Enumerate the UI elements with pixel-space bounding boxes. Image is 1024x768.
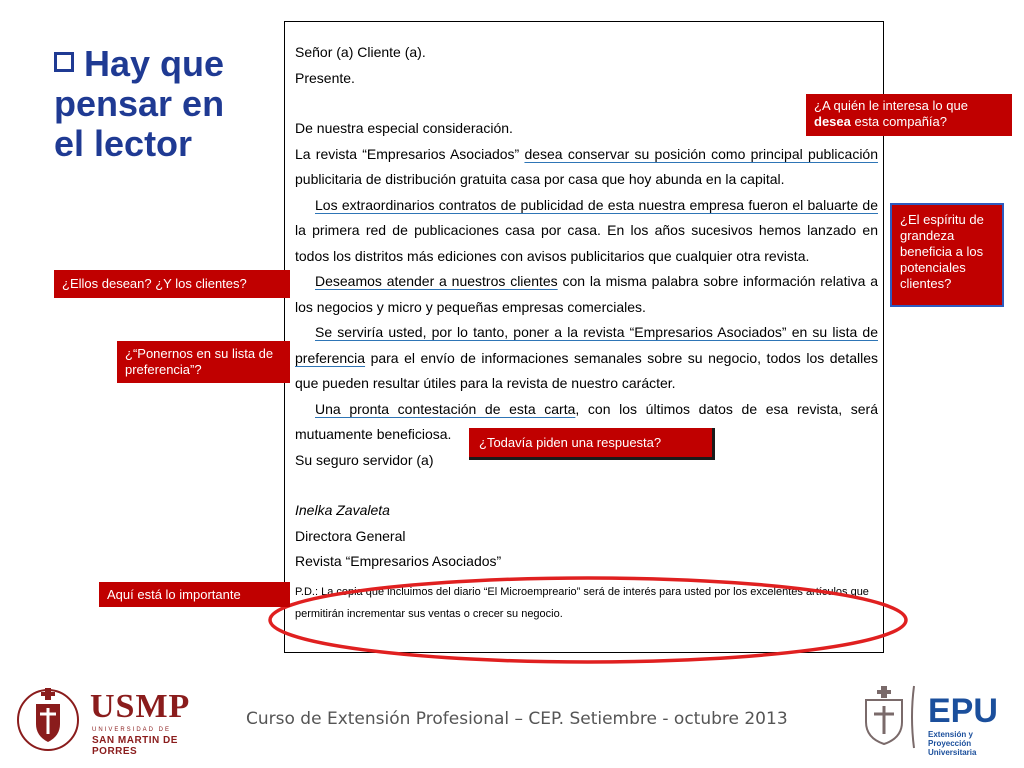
signer-org: Revista “Empresarios Asociados” [295,553,502,569]
usmp-wordmark: USMP [90,688,191,725]
signer-role: Directora General [295,527,406,544]
callout-they-want: ¿Ellos desean? ¿Y los clientes? [54,270,290,298]
letter-text: para el envío de informaciones semanales sobre su negocio, todos los detalles que pueden resultar útiles para la revista de nuestro carácter. [295,349,878,391]
slide-title-text: Hay que pensar en el lector [54,43,225,164]
letter-text: la primera red de publicaciones casa por casa. En los años sucesivos hemos lanzado en todos los distritos más ediciones con avisos publicitarios que cualquier otra revista. [295,222,878,264]
university-crest-icon [856,684,912,748]
usmp-logo [14,684,204,757]
letter-text: La revista “Empresarios Asociados” [295,145,525,162]
underlined-phrase: Se serviría usted, por lo tanto, poner a la revista “Empresarios Asociados” en su lista de preferencia [295,324,878,366]
callout-still-ask-reply: ¿Todavía piden una respuesta? [469,428,715,460]
callout-who-interested [806,94,1012,136]
epu-wordmark: EPU [928,692,998,730]
callout-bold-text: desea [814,114,851,129]
underlined-phrase: Deseamos atender a nuestros clientes [315,273,558,289]
letter-text: con la misma palabra sobre información relativa a los negocios y micro y pequeñas empresas comerciales. [295,273,878,315]
usmp-name: SAN MARTIN DE PORRES [92,735,178,757]
epu-logo [856,684,1016,757]
epu-subtitle-line-2: Universitaria [928,748,977,757]
letter-text: publicitaria de distribución gratuita casa por casa que hoy abunda en la capital. [295,171,785,187]
postscript-highlight-ellipse [270,578,906,662]
signer-name: Inelka Zavaleta [295,502,390,518]
callout-spirit-greatness: ¿El espíritu de grandeza beneficia a los potenciales clientes? [890,203,1004,307]
letter-text: , con los últimos datos de esa revista, será mutuamente beneficiosa. [295,400,878,442]
callout-text: ¿A quién le interesa lo que [814,98,968,113]
underlined-phrase: Los extraordinarios contratos de publicidad de esta nuestra empresa fueron el baluarte de [315,196,878,213]
course-footer: Curso de Extensión Profesional – CEP. Setiembre - octubre 2013 [246,709,788,729]
divider-line [908,684,918,750]
usmp-subtitle: UNIVERSIDAD DE [92,727,172,733]
letter-closing: Su seguro servidor (a) [295,451,434,468]
epu-subtitle [928,730,1016,757]
underlined-phrase: desea conservar su posición como principal publicación [524,145,879,162]
callout-text: esta compañía? [850,114,947,129]
callout-important-here: Aquí está lo importante [99,582,290,607]
underlined-phrase: Una pronta contestación de esta carta [315,400,576,417]
letter-salutation-1: Señor (a) Cliente (a). [295,44,426,60]
epu-subtitle-line-1: Extensión y Proyección [928,730,973,748]
callout-preference-list: ¿“Ponernos en su lista de preferencia”? [117,341,290,383]
university-crest-icon [14,684,82,752]
letter-opening: De nuestra especial consideración. [295,120,513,136]
letter-salutation-2: Presente. [295,69,355,86]
letter-postscript: P.D.: La copia que incluimos del diario “El Microempreario” será de interés para usted por los excelentes artículos que permitirán incrementar sus ventas o crecer su negocio. [295,585,869,620]
